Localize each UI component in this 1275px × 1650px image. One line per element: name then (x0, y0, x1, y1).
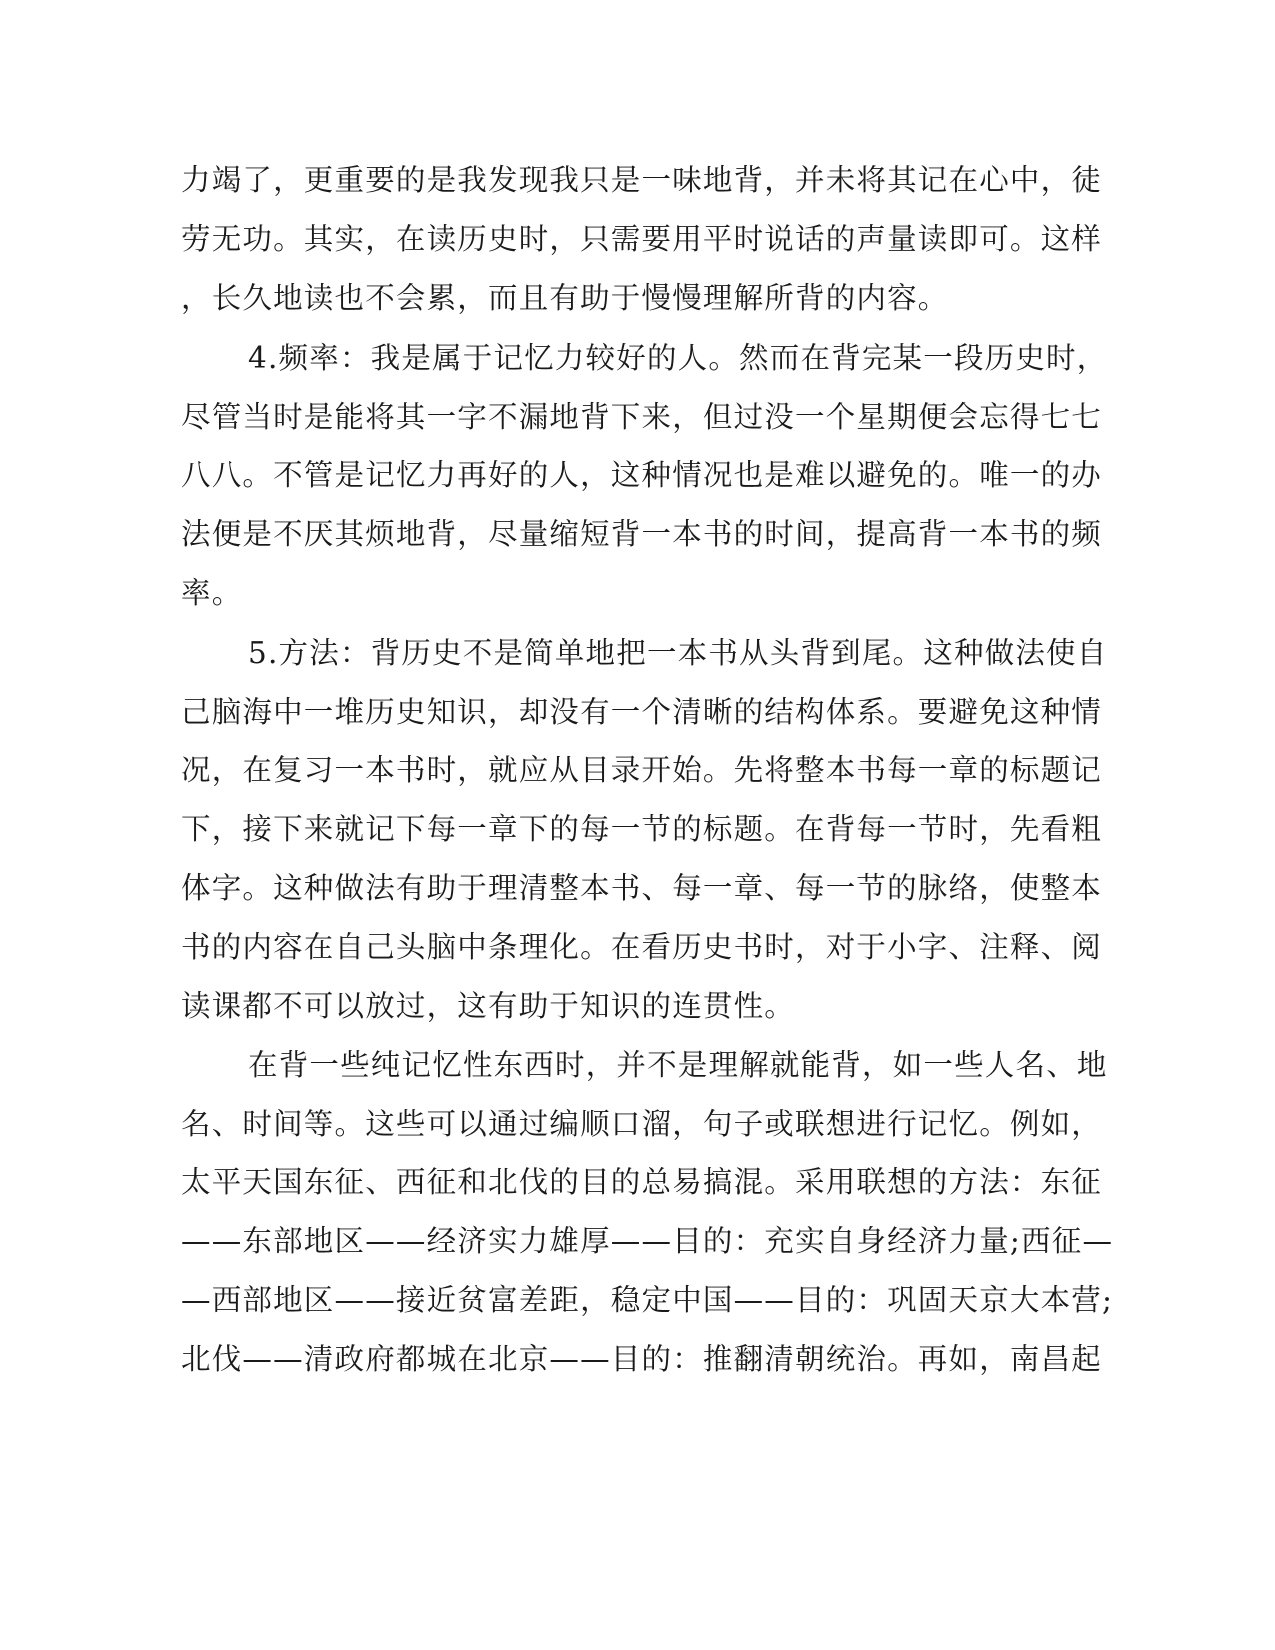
text-line: 下，接下来就记下每一章下的每一节的标题。在背每一节时，先看粗 (181, 812, 1103, 846)
text-line: 况，在复习一本书时，就应从目录开始。先将整本书每一章的标题记 (181, 753, 1103, 787)
text-line: ，长久地读也不会累，而且有助于慢慢理解所背的内容。 (181, 281, 949, 315)
text-line: 太平天国东征、西征和北伐的目的总易搞混。采用联想的方法：东征 (181, 1165, 1103, 1199)
text-line: 体字。这种做法有助于理清整本书、每一章、每一节的脉络，使整本 (181, 871, 1103, 905)
text-line: 读课都不可以放过，这有助于知识的连贯性。 (181, 989, 796, 1023)
text-line: ——东部地区——经济实力雄厚——目的：充实自身经济力量;西征— (181, 1224, 1114, 1258)
text-line: 法便是不厌其烦地背，尽量缩短背一本书的时间，提高背一本书的频 (181, 517, 1103, 551)
paragraph-start-frequency: 4.频率：我是属于记忆力较好的人。然而在背完某一段历史时， (248, 341, 1108, 375)
text-line: 北伐——清政府都城在北京——目的：推翻清朝统治。再如，南昌起 (181, 1342, 1103, 1376)
text-line: 力竭了，更重要的是我发现我只是一味地背，并未将其记在心中，徒 (181, 163, 1103, 197)
paragraph-start-memorization: 在背一些纯记忆性东西时，并不是理解就能背，如一些人名、地 (248, 1048, 1108, 1082)
text-line: 尽管当时是能将其一字不漏地背下来，但过没一个星期便会忘得七七 (181, 400, 1103, 434)
text-line: 八八。不管是记忆力再好的人，这种情况也是难以避免的。唯一的办 (181, 458, 1103, 492)
text-line: 劳无功。其实，在读历史时，只需要用平时说话的声量读即可。这样 (181, 222, 1103, 256)
text-line: 率。 (181, 576, 243, 610)
text-line: —西部地区——接近贫富差距，稳定中国——目的：巩固天京大本营; (181, 1283, 1114, 1317)
paragraph-start-method: 5.方法：背历史不是简单地把一本书从头背到尾。这种做法使自 (248, 636, 1108, 670)
text-line: 书的内容在自己头脑中条理化。在看历史书时，对于小字、注释、阅 (181, 930, 1103, 964)
text-line: 己脑海中一堆历史知识，却没有一个清晰的结构体系。要避免这种情 (181, 695, 1103, 729)
text-line: 名、时间等。这些可以通过编顺口溜，句子或联想进行记忆。例如， (181, 1107, 1103, 1141)
